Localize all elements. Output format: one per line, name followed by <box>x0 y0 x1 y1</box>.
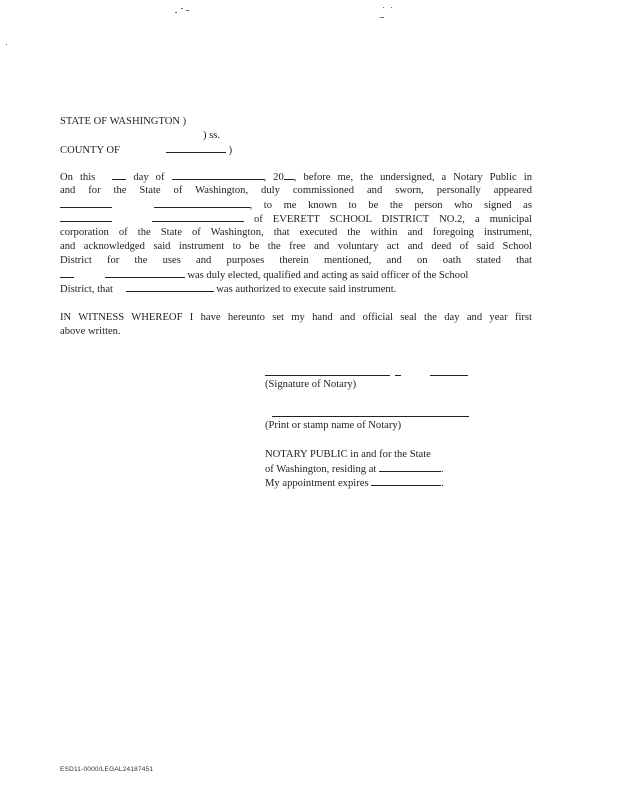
ack-line-4 <box>60 212 532 226</box>
residing-at-label: of Washington, residing at <box>265 464 377 475</box>
notary-title-line-2 <box>265 462 444 476</box>
ack-line-2: and for the State of Washington, duly commissioned and sworn, personally appeared <box>60 185 532 196</box>
expires-period: . <box>441 478 444 489</box>
notary-title-line-1: NOTARY PUBLIC in and for the State <box>265 449 431 460</box>
title-blank-2[interactable] <box>152 212 244 222</box>
notary-signature-line-mark <box>395 375 401 376</box>
ack-line-8 <box>60 268 468 282</box>
county-label: COUNTY OF <box>60 145 120 156</box>
officer-blank[interactable] <box>60 268 74 278</box>
ack-signed-as: , to me known to be the person who signed as <box>249 200 532 211</box>
notary-print-name-line[interactable] <box>272 416 469 417</box>
ack-before-me: , before me, the undersigned, a Notary Public in <box>293 172 533 183</box>
state-label: STATE OF WASHINGTON ) <box>60 116 187 127</box>
signer-name-blank-2[interactable] <box>154 198 250 208</box>
witness-line-2: above written. <box>60 326 121 337</box>
document-id-footer: ESD11-0000/LEGAL24187451 <box>60 766 154 773</box>
county-line <box>60 143 232 157</box>
signer-name-blank[interactable] <box>60 198 112 208</box>
appointment-expires-label: My appointment expires <box>265 478 369 489</box>
residing-period: . <box>441 464 444 475</box>
signature-caption: (Signature of Notary) <box>265 379 357 390</box>
ack-line-9 <box>60 282 396 296</box>
ss-label: ) ss. <box>203 130 221 141</box>
notary-signature-line[interactable] <box>265 375 390 376</box>
county-blank[interactable] <box>166 143 226 153</box>
ack-year-prefix: , 20 <box>263 172 284 183</box>
ack-on-this: On this <box>60 172 96 183</box>
notary-signature-line-end <box>430 375 468 376</box>
ack-line-7: District for the uses and purposes therein mentioned, and on oath stated that <box>60 255 532 266</box>
notary-title-line-3 <box>265 476 444 490</box>
year-blank[interactable] <box>284 170 294 180</box>
ack-authorized: was authorized to execute said instrument. <box>216 284 397 295</box>
print-name-caption: (Print or stamp name of Notary) <box>265 420 402 431</box>
ack-day-of: day of <box>133 172 165 183</box>
ack-line-5: corporation of the State of Washington, that executed the within and foregoing instrument, <box>60 227 532 238</box>
officer-blank-2[interactable] <box>105 268 185 278</box>
ack-line-6: and acknowledged said instrument to be the free and voluntary act and deed of said School <box>60 241 532 252</box>
ack-district-name: of EVERETT SCHOOL DISTRICT NO.2, a municipal <box>253 214 532 225</box>
appointment-expires-blank[interactable] <box>371 476 441 486</box>
ack-line-1 <box>60 170 532 184</box>
residing-at-blank[interactable] <box>379 462 441 472</box>
ack-duly-elected: was duly elected, qualified and acting as said officer of the School <box>187 270 469 281</box>
witness-line-1: IN WITNESS WHEREOF I have hereunto set my hand and official seal the day and year first <box>60 312 532 323</box>
authorized-person-blank[interactable] <box>126 282 214 292</box>
day-blank[interactable] <box>112 170 126 180</box>
ack-line-3 <box>60 198 532 212</box>
title-blank[interactable] <box>60 212 112 222</box>
county-close: ) <box>228 145 233 156</box>
ack-district-that: District, that <box>60 284 113 295</box>
month-blank[interactable] <box>172 170 264 180</box>
